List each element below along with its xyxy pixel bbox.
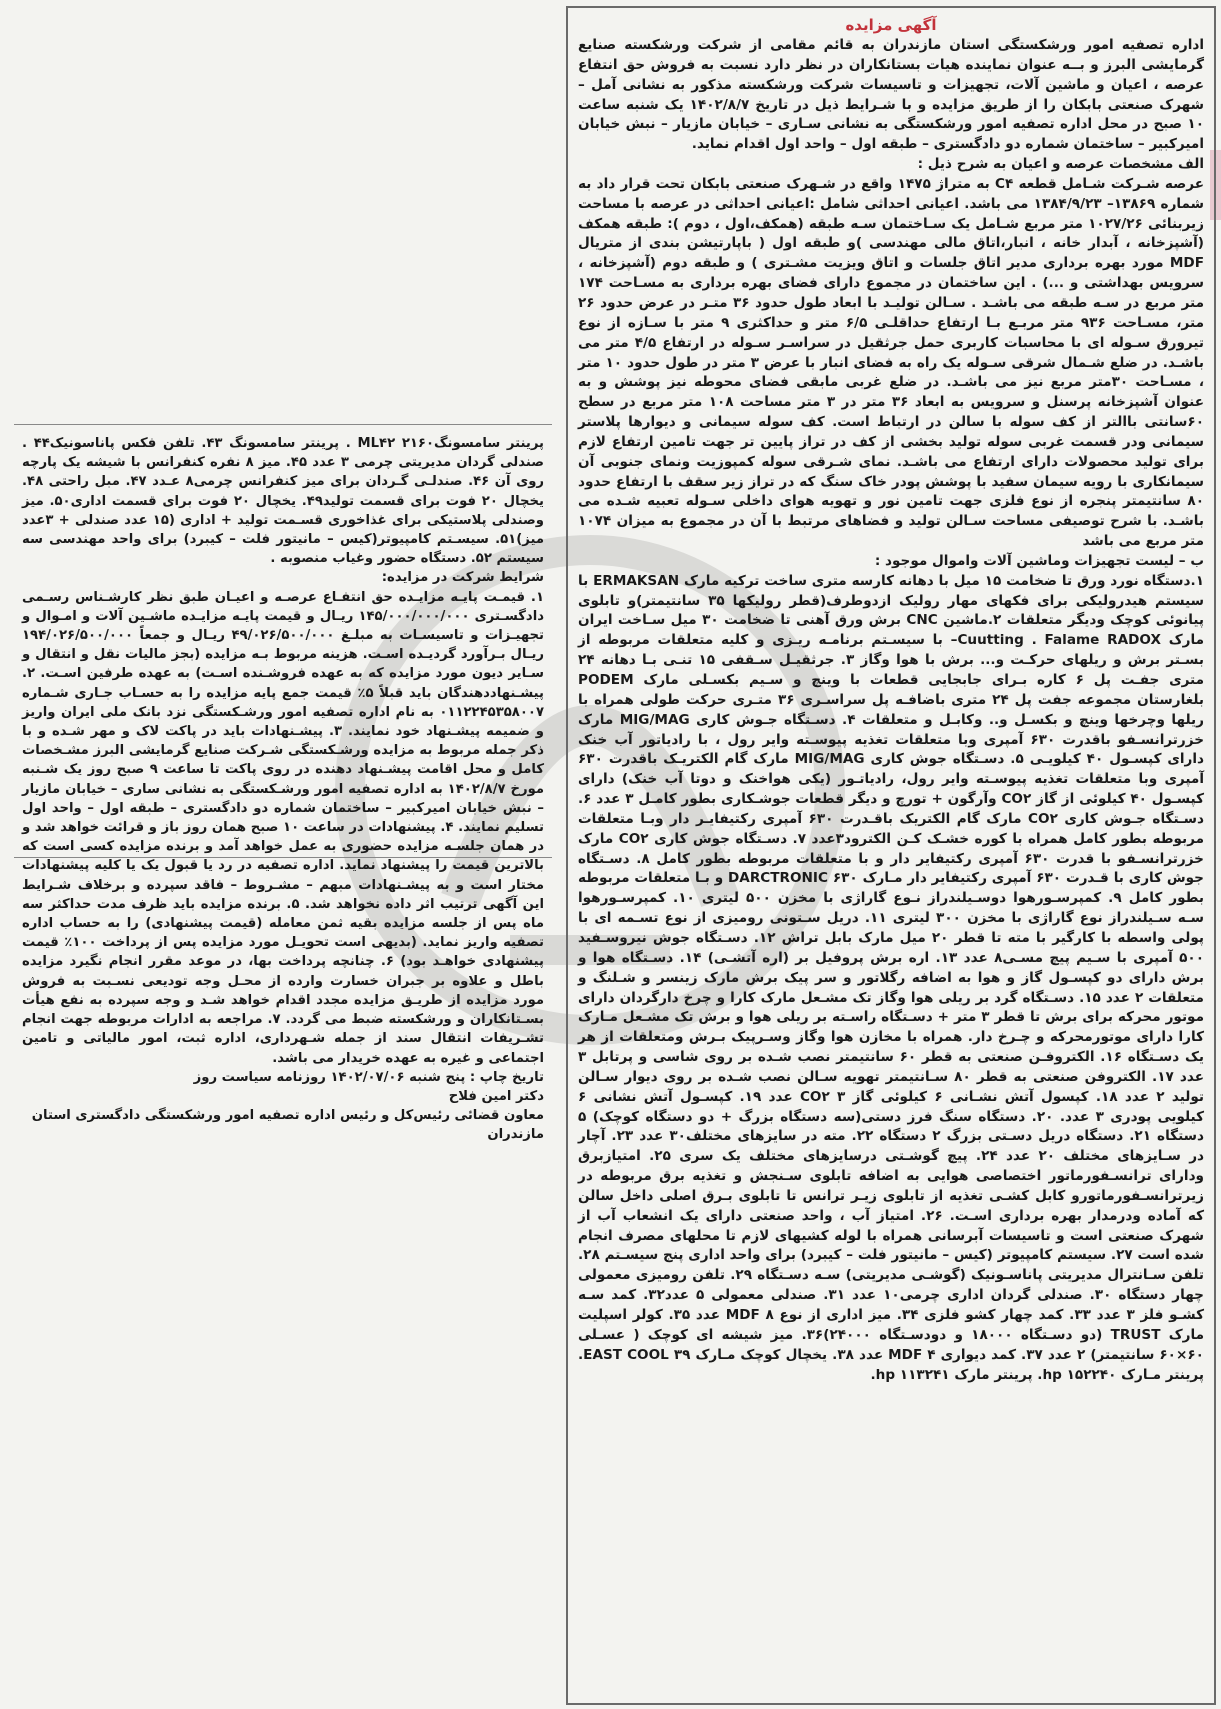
section-a-text: عرصه شـرکت شـامل قطعه C۴ به متراژ ۱۴۷۵ واقع در شـهرک صنعتی بابکان تحت قرار داد به شماره ۱۳۸۶۹– ۱۳۸۴/۹/۲۳ می باشد. اعیانی احداثی شامل :اعیانی احداثی در عرصه با مساحت زیربنائی ۱۰۲۷/۲۶ متر مربع شـامل یک سـاختمان سـه طبقه (همکف،اول ، دوم ): طبقه همکف (آشپزخانه ، آبدار خانه ، انبار،اتاق مالی مهندسی )و طبقه اول ( باپارتیشن بندی از متریال MDF مورد بهره برداری مدیر اتاق جلسات و اتاق ویزیت مشـتری ) و طبقه دوم (آشپزخانه ، سرویس بهداشتی و ...) . این ساختمان در مجموع دارای فضای بهره برداری به مسـاحت ۱۷۴ متر مربع در سـه طبقه می باشـد . سـالن تولیـد با ابعاد طول حدود ۳۶ متـر در عرض حدود ۲۶ متر، مسـاحت ۹۳۶ متر مربـع بـا ارتفاع حداقلـی ۶/۵ متر و حداکثری ۹ متر با سـازه از نوع تیرورق سـوله ای با محاسبات کاربری حمل جرثقیل در سراسـر سـوله در ارتفاع ۴/۵ متر می باشـد. در ضلع شـمال شرقی سـوله یک راه به فضای انبار با عرض ۳ متر در طول حدود ۱۰ متر ، مسـاحت ۳۰متر مربع نیز می باشـد. در ضلع غربی مابقی فضای محوطه نیز پوشش و به عنوان آشپزخانه پرسنل و سرویس به ابعاد ۳۶ متر در ۳ متر مساحت ۱۰۸ متر مربع در سطح ۶۰سانتی باالتر از کف سوله با سالن در ارتباط است. کف سوله سیمانی و دیوارها پلاستر سیمانی ودر قسمت غربی سوله تولید بخشی از کف در تراز پایین تر جهت تامین ارتفاع لازم برای تولید محصولات دارای ارتفاع می باشـد. نمای شـرقی سوله کمپوزیت ونمای جنوبی آن سیمانکاری با رویه سیمان سفید با پوشش پودر خاک سنگ که در تراز زیر سقف با ارتفاع حدود ۸۰ سانتیمتر پنجره از نوع فلزی جهت تامین نور و تهویه هوای داخلی سـوله تعبیه شـده می باشـد. با شرح توصیفی مساحت سـالن تولید و فضاهای مرتبط با آن در مجموع به میزان ۱۰۷۴ متر مربع می باشد xyxy=(578,175,1205,550)
auction-ad-main-column xyxy=(566,6,1216,1705)
continuation-text: پرینتر سامسونگ۲۱۶۰ ML۴۲ . پرینتر سامسونگ ۴۳. تلفن فکس پاناسونیک۴۴ . صندلی گردان مدیریتی چرمی ۳ عدد ۴۵. میز ۸ نفره کنفرانس با شیشه یک پارچه روی آن ۴۶. صندلـی گـردان برای میز کنفرانس چرمی۸ عـدد ۴۷. مبل راحتی ۴۸. یخچال ۲۰ فوت برای قسمت تولید۴۹. یخچال ۲۰ فوت برای قسمت اداری۵۰. میز وصندلی پلاستیکی برای غذاخوری قسـمت تولید + اداری (۱۵ عدد صندلی + ۳عدد میز)۵۱. سیسـتم کامپیوتر(کیس – مانیتور فلت – کیبرد) برای واحد مهندسی سه سیستم ۵۲. دستگاه حضور وغیاب منصوبه . xyxy=(22,436,544,567)
ad-title: آگهی مزایده xyxy=(845,16,937,34)
section-b-text: ۱.دستگاه نورد ورق تا ضخامت ۱۵ میل با دهانه کارسه متری ساخت ترکیه مارک ERMAKSAN با سیستم هیدرولیکی برای فکهای مهار رولیک ازدوطرف(قطر رولیکها ۳۵ سانتیمتر)و تابلوی پیانوئی کوچک ودیگر متعلقات ۲.ماشین CNC برش ورق آهنی تا ضخامت ۳۰ میل سـاخت ایران مارک Cuutting . Falame RADOX– با سیسـتم برنامـه ریـزی و کلیه متعلقات مربوطه از بسـتر برش و ریلهای حرکـت و... برش با هوا وگاز ۳. جرثقیـل سـقفی ۱۵ تنـی بـا دهانه ۲۴ متری جفـت پل ۶ کاره بـرای جابجایی قطعات با وینچ و سـیم بکسـلی مارک PODEM بلغارستان مجموعه جفت پل ۲۴ متری باضافـه پل سراسـری ۳۶ متـری حرکت طولی همراه با ریلها وچرخها وینچ و بکسـل و.. وکابـل و متعلقات ۴. دسـتگاه جـوش کاری MIG/MAG مارک خزرترانسـفو باقدرت ۶۳۰ آمپری وبا متعلقات تغذیه پیوسـته وایر رول ، با رادیاتور آب خنک دارای کپسـول ۴۰ کیلویـی ۵. دسـتگاه جوش کاری MIG/MAG مارک گام الکتریـک باقدرت ۶۳۰ آمپری وبا متعلقات تغذیه پیوسـته وایر رول، رادیاتـور (یکی هواخنک و دوتا آب خنک) دارای کپسـول ۴۰ کیلوئی از گاز CO۲ وآرگون + تورچ و دیگر قطعات جوشـکاری بطور کامـل ۳ عدد ۶. دسـتگاه جـوش کاری CO۲ مارک گام الکتریک باقـدرت ۶۳۰ آمپری رکتیفایـر دار وبـا متعلقات مربوطه بطور کامل همراه با کوره خشـک کـن الکترود۳عدد ۷. دسـتگاه جوش کاری CO۲ مارک خزرترانسـفو با قدرت ۶۳۰ آمپری رکتیفایر دار و با متعلقات مربوطه بطور کامل ۸. دسـتگاه جوش کاری با قـدرت ۶۳۰ آمپری رکتیفایر دار مـارک DARCTRONIC ۶۳۰ و بـا متعلقات مربوطه بطور کامل ۹. کمپرسـورهوا دوسـیلندراز نـوع گاراژی با مخزن ۵۰۰ لیتری ۱۰. کمپرسـورهوا سـه سـیلندراز نوع گاراژی با مخزن ۳۰۰ لیتری ۱۱. دریل سـتونی رومیزی از نوع تسـمه ای با پولی واسطه با کارگیر با مته تا قطر ۲۰ میل مارک بابل تراش ۱۲. دسـتگاه جوش نیروسـفید ۵۰۰ آمپری با سـیم پیچ مسـی۸ عدد ۱۳. اره برش پروفیل بر (اره آتشـی) ۱۴. دسـتگاه هوا و برش دارای دو کپسـول گاز و هوا به اضافه رگلاتور و سر پیک برش مارک زینسر و شـلنگ و متعلقات ۲ عدد ۱۵. دسـتگاه گرد بر ریلی هوا وگاز تک مشـعل مارک کارا و چرخ دارگردان دارای موتور محرکه برای برش تا قطر ۳ متر + دسـتگاه راسـته بر ریلی هوا و برش تک مشـعل مـارک کارا دارای موتورمحرکه و چـرخ دار. همراه با مخازن هوا وگاز وسـرپیک بـرش ومتعلقات از هر یک دسـتگاه ۱۶. الکتروفـن صنعتی به قطر ۶۰ سانتیمتر نصب شـده بر روی شاسی و پرتابل ۳ عدد ۱۷. الکتروفن صنعتی به قطر ۸۰ سـانتیمتر تهویه سـالن نصب شـده بر روی دیوار سـالن تولید ۲ عدد ۱۸. کپسول آتش نشـانی ۶ کیلوئی گاز CO۲ ۳ عدد ۱۹. کپسـول آتش نشانی ۶ کیلویی پودری ۳ عدد. ۲۰. دستگاه سنگ فرز دستی(سه دستگاه بزرگ + دو دستگاه کوچک) ۵ دستگاه ۲۱. دستگاه دریل دسـتی بزرگ ۲ دستگاه ۲۲. مته در سایزهای مختلف۳۰ عدد ۲۳. آچار در سـایزهای مختلف ۲۰ عدد ۲۴. پیچ گوشـتی درسایزهای مختلف یک سری ۲۵. امتیازبرق ودارای ترانسـفورماتور اختصاصی هوایی به اضافه تابلوی سـنجش و تغذیه برق مربوطه در زیرترانسـفورماتورو کابل کشـی تغذیه از تابلوی زیـر ترانس تا تابلوی بـرق اصلی داخل سالن که آماده ودرمدار بهره برداری اسـت. ۲۶. امتیاز آب ، واحد صنعتی دارای یک انشعاب آب از شهرک صنعتی است و تاسیسات آبرسانی همراه با لوله کشیهای لازم تا محلهای مصرف انجام شده است ۲۷. سیستم کامپیوتر (کیس – مانیتور فلت – کیبرد) برای واحد اداری پنج سیسـتم ۲۸. تلفن سـانترال مدیریتی پاناسـونیک (گوشـی مدیریتی) سـه دسـتگاه ۲۹. تلفن رومیزی معمولی چهار دستگاه ۳۰. صندلی گردان اداری چرمی۱۰ عدد ۳۱. صندلی معمولی ۵ عدد۳۲. کمد سـه کشـو فلز ۳ عدد ۳۳. کمد چهار کشو فلزی ۳۴. میز اداری از نوع MDF ۸ عدد ۳۵. کولر اسپلیت مارک TRUST (دو دسـتگاه ۱۸۰۰۰ و دودسـتگاه ۲۴۰۰۰)۳۶. میز شیشه ای کوچک ( عسـلی ۶۰×۶۰ سانتیمتر) ۲ عدد ۳۷. کمد دیواری MDF ۴ عدد ۳۸. یخچال کوچک مـارک EAST COOL ۳۹. پرینتر مـارک hp ۱۵۲۲۴۰. پرینتر مارک hp ۱۱۳۲۴۱. xyxy=(578,572,1205,1383)
print-date: تاریخ چاپ : پنج شنبه ۱۴۰۲/۰۷/۰۶ روزنامه سیاست روز xyxy=(193,1069,544,1085)
conditions-text: ۱. قیمـت پایـه مزایـده حق انتفـاع عرصـه و اعیـان طبق نظر کارشـناس رسـمی دادگسـتری ۱۴۵/۰۰۰/۰۰۰/۰۰۰ ریـال و قیمت پایـه مزایـده ماشـین آلات و امـوال و تجهیـزات و تاسیسـات به مبلـغ ۴۹/۰۲۶/۵۰۰/۰۰۰ ریـال و جمعاً ۱۹۴/۰۲۶/۵۰۰/۰۰۰ ریـال بـرآورد گردیـده اسـت. هزینه مربوط بـه مزایده (بجز مالیات نقل و انتقال و سـایر دیون مورد مزایده که به عهده فروشـنده اسـت) به عهده طرفین اسـت. ۲. پیشـنهاددهندگان باید قبلاً ۵٪ قیمت جمع پایه مزایده را به حسـاب جـاری شـماره ۰۱۱۲۲۴۵۳۵۸۰۰۷ به نام اداره تصفیه امور ورشـکستگی نزد بانک ملی ایران واریز و ضمیمه پیشـنهاد خود نمایند. ۳. پیشـنهادات باید در پاکت لاک و مهر شـده و با ذکر جمله مربوط به مزایده ورشـکستگی شـرکت صنایع گرمایشی البرز مشـخصات کامل و محل اقامت پیشـنهاد دهنده در روی پاکت تا ساعت ۹ صبح روز یک شـنبه مورخ ۱۴۰۲/۸/۷ به اداره تصفیه امور ورشـکستگی به نشانی ساری – خیابان مازیار – نبش خیابان امیرکبیر – ساختمان شماره دو دادگستری – طبقه اول – واحد اول تسلیم نمایند. ۴. پیشنهادات در ساعت ۱۰ صبح همان روز باز و قرائت خواهد شد و در همان جلسـه مزایده حضوری به عمل خواهد آمد و برنده مزایده کسی است که بالاترین قیمت را پیشنهاد نماید. اداره تصفیه در رد یا قبول یک یا کلیه پیشنهادات مختار است و به پیشـنهادات مبهم – مشـروط – فاقد سپرده و برخلاف شـرایط این آگهی ترتیب اثر داده نخواهد شد. ۵. برنده مزایده باید ظرف مدت حداکثر سه ماه پس از جلسه مزایده بقیه ثمن معامله (قیمت پیشنهادی) را به حساب اداره تصفیه واریز نماید. (بدیهی است تحویـل مورد مزایده پس از پرداخت ۱۰۰٪ قیمت پیشنهادی خواهـد بود) ۶. چنانچه پرداخت بها، در موعد مقرر انجام نگیرد مزایده باطل و علاوه بر جبران خسارت وارده از محـل وجه تودیعی نسـبت به فروش مورد مزایده از طریـق مزایده مجدد اقدام خواهد شـد و وجه سپرده به نفع هیأت بسـتانکاران و ورشکسته ضبط می گردد. ۷. مراجعه به ادارات مربوطه جهت انجام تشـریفات انتقال سند از جمله شـهرداری، اداره ثبت، امور مالیاتی و تامین اجتماعی و غیره به عهده خریدار می باشد. xyxy=(22,589,545,1066)
ad-intro: اداره تصفیه امور ورشکستگی استان مازندران به قائم مقامی از شرکت ورشکسته صنایع گرمایشی البرز و بــه عنوان نماینده هیات بستانکاران در نظر دارد نسبت به فروش حق انتفاع عرصه ، اعیان و ماشین آلات، تجهیزات و تاسیسات شرکت ورشکسته مذکور به نشانی آمل –شهرک صنعتی بابکان را از طریق مزایده و با شـرایط ذیل در تاریخ ۱۴۰۲/۸/۷ یک شنبه ساعت ۱۰ صبح در محل اداره تصفیه امور ورشکستگی به نشانی سـاری – خیابان مازیار – نبش خیابان امیرکبیر – ساختمان شماره دو دادگستری – طبقه اول – واحد اول اقدام نماید. xyxy=(578,37,1204,153)
section-b-heading: ب – لیست تجهیزات وماشین آلات واموال موجود : xyxy=(874,552,1204,569)
section-a-heading: الف مشخصات عرصه و اعیان به شرح ذیل : xyxy=(917,156,1204,173)
auction-ad-continuation-column xyxy=(14,430,552,1143)
conditions-heading: شرایط شرکت در مزایده: xyxy=(381,570,544,586)
signatory-title: معاون قضائی رئیس‌کل و رئیس اداره تصفیه امور ورشکستگی دادگستری استان مازندران xyxy=(31,1108,544,1143)
continuation-box-top xyxy=(14,424,552,425)
signatory-name: دکتر امین فلاح xyxy=(448,1088,544,1104)
